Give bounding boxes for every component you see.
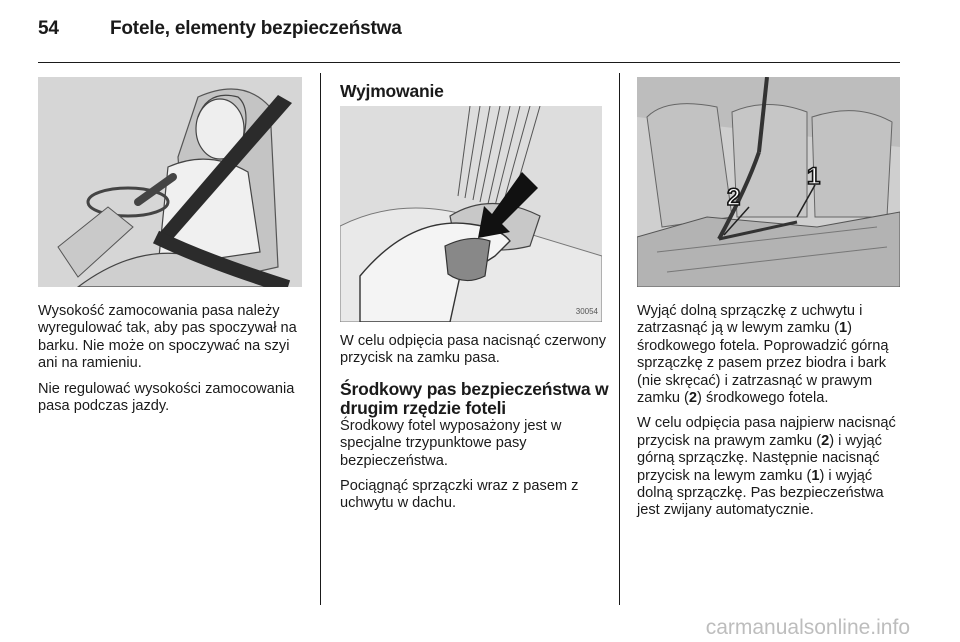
pull-buckles-paragraph: Pociągnąć sprzączki wraz z pasem z uchwytu w dachu. <box>340 478 579 512</box>
page-title: Fotele, elementy bezpieczeństwa <box>110 18 402 39</box>
column-3-text <box>637 303 907 528</box>
belt-height-warning-paragraph: Nie regulować wysokości zamocowania pasa podczas jazdy. <box>38 380 295 415</box>
section-heading-unbuckling: Wyjmowanie <box>340 81 444 101</box>
unbuckle-paragraph: W celu odpięcia pasa nacisnąć czerwony przycisk na zamku pasa. <box>340 333 607 367</box>
column-divider-left <box>320 73 321 605</box>
column-2-heading-block <box>340 82 610 101</box>
page-header <box>38 18 402 40</box>
column-1-text <box>38 303 310 423</box>
buckling-instructions-paragraph: Wyjąć dolną sprzączkę z uchwytu i zatrzasnąć ją w lewym zamku (1) środkowego fotela. Poprowadzić górną sprzączkę z pasem przez biodra i bark (nie skręcać) i zatrzasnąć w prawym zamku (2) środkowego fotela. <box>637 303 889 407</box>
belt-height-paragraph: Wysokość zamocowania pasa należy wyregulować tak, aby pas spoczywał na barku. Nie może on spoczywać na szyi ani na ramieniu. <box>38 303 297 372</box>
watermark: carmanualsonline.info <box>705 616 910 639</box>
rear-seat-belt-illustration <box>637 77 900 287</box>
header-rule <box>38 62 900 63</box>
callout-1: 1 <box>807 163 821 190</box>
buckle-release-illustration <box>340 106 602 322</box>
unbuckling-instructions-paragraph: W celu odpięcia pasa najpierw nacisnąć przycisk na prawym zamku (2) i wyjąć górną sprzączkę. Następnie nacisnąć przycisk na lewym zamku (1) i wyjąć dolną sprzączkę. Pas bezpieczeństwa jest zwijany automatycznie. <box>637 415 896 519</box>
callout-2: 2 <box>727 184 741 211</box>
column-divider-right <box>619 73 620 605</box>
page-number: 54 <box>38 18 59 39</box>
illustration-code: 30054 <box>575 307 598 316</box>
section-heading-center-belt: Środkowy pas bezpieczeństwa w drugim rzędzie foteli <box>340 378 609 418</box>
center-seat-paragraph: Środkowy fotel wyposażony jest w specjalne trzypunktowe pasy bezpieczeństwa. <box>340 417 562 469</box>
driver-seatbelt-illustration <box>38 77 302 287</box>
column-2-text <box>340 333 610 521</box>
